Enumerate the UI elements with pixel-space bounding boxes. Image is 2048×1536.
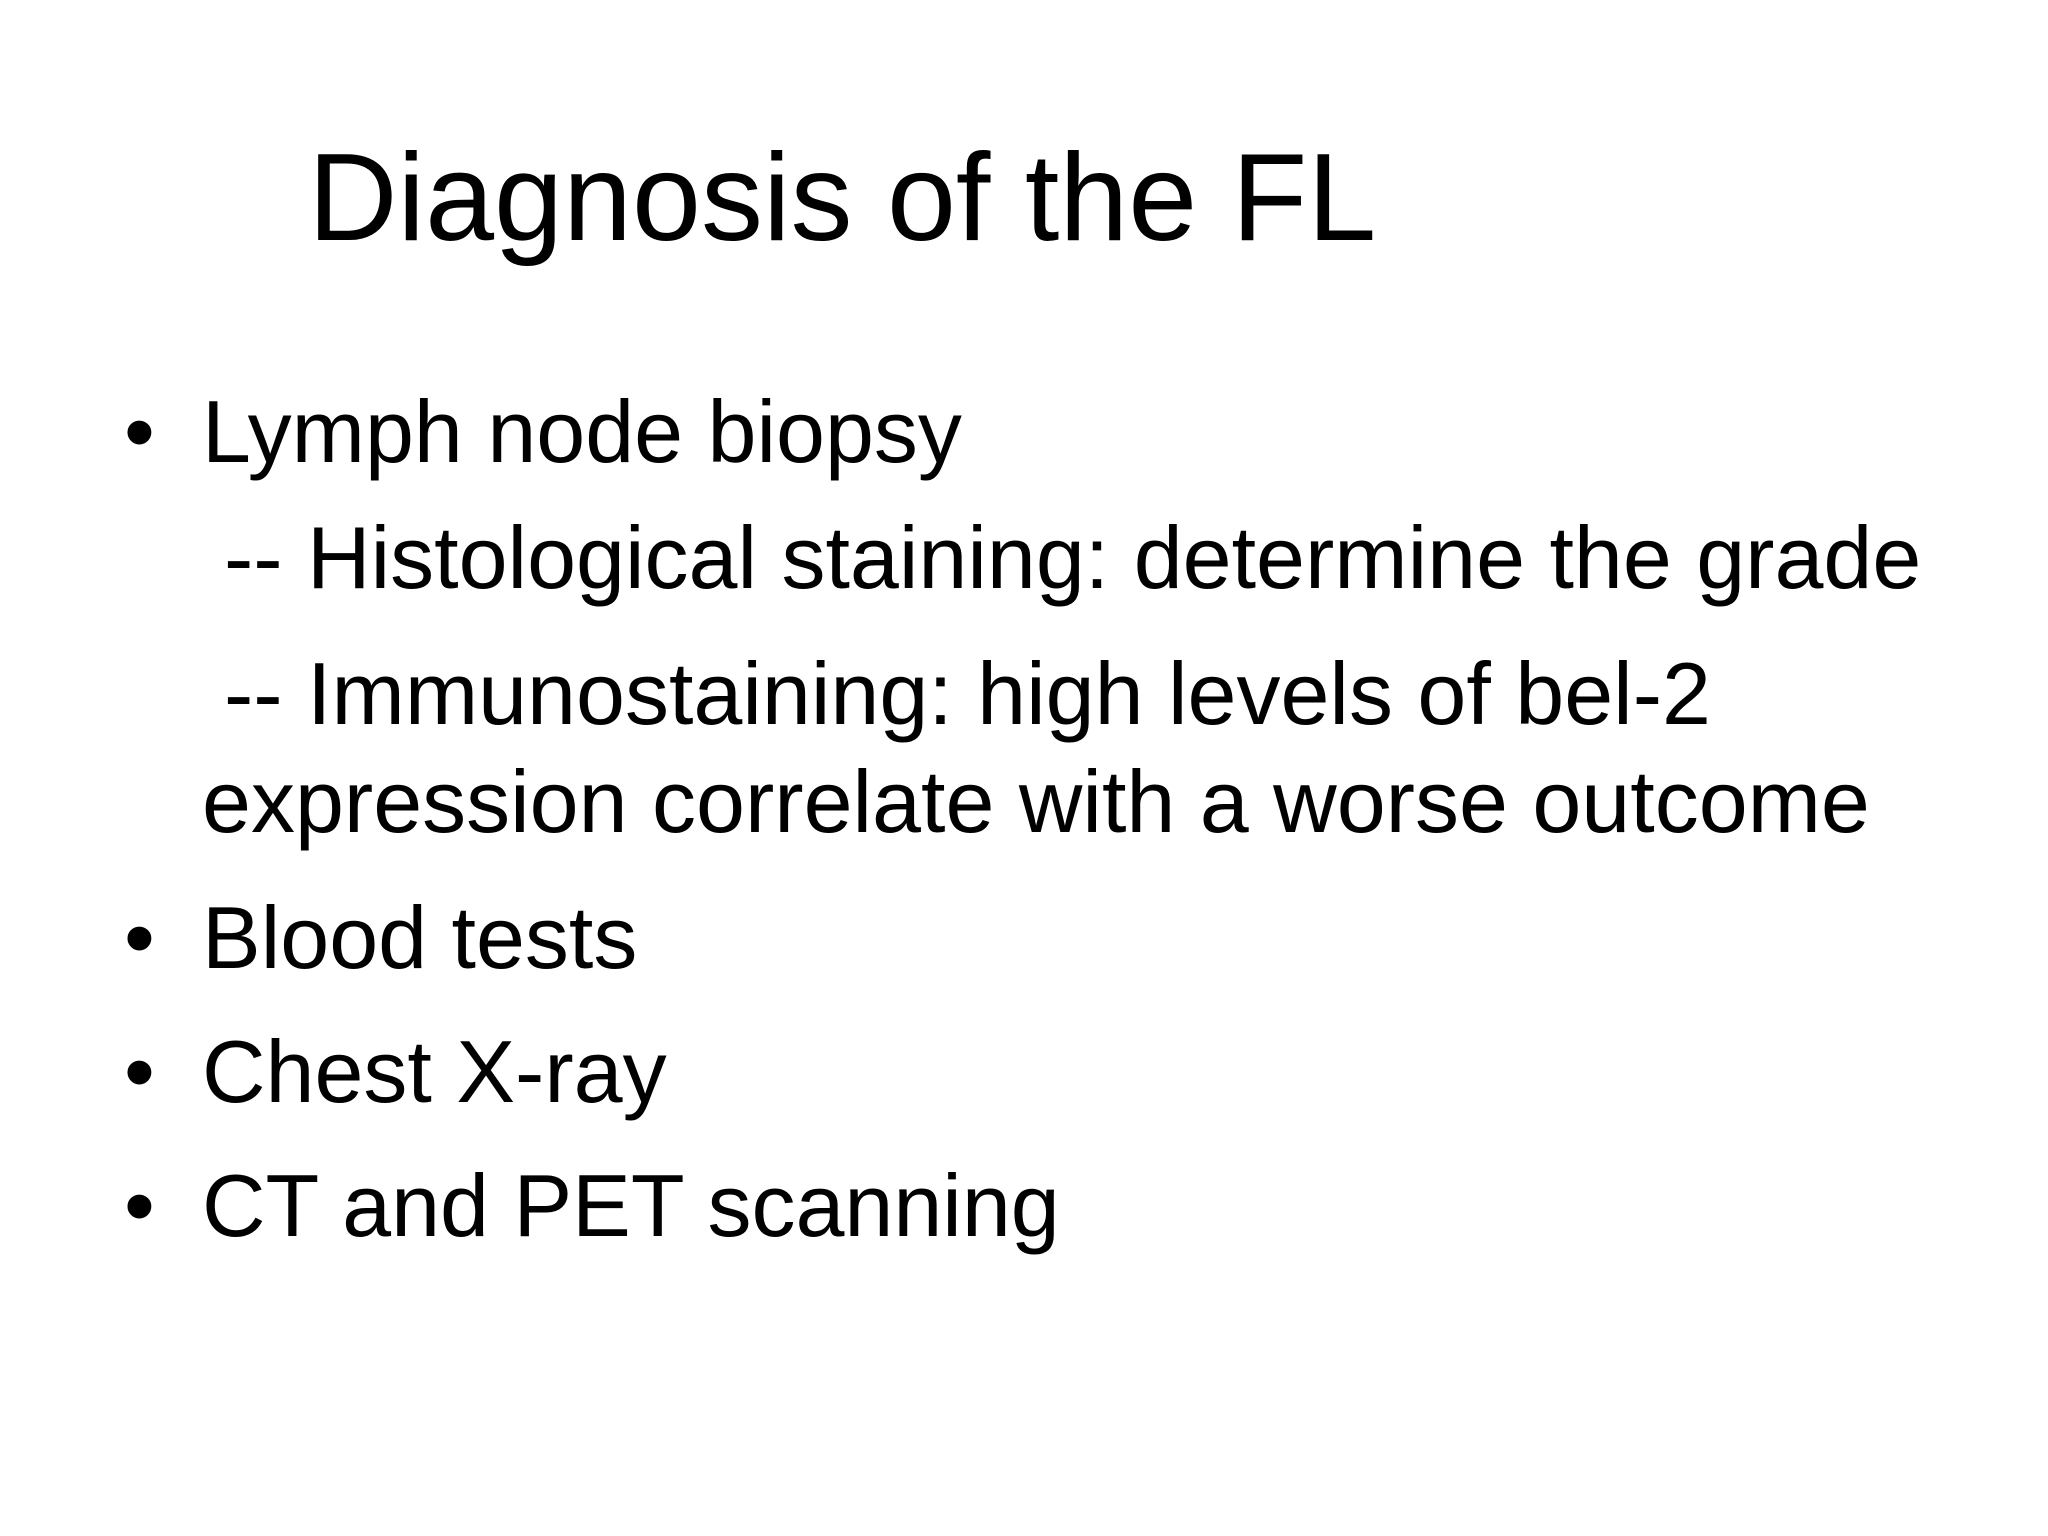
bullet-item-ct-and-pet-scanning: CT and PET scanning — [202, 1156, 1060, 1255]
sub-item-immunostaining-continued: expression correlate with a worse outcome — [202, 752, 1870, 851]
bullet-icon: • — [124, 1156, 155, 1255]
bullet-item-lymph-node-biopsy: Lymph node biopsy — [202, 382, 962, 481]
sub-item-immunostaining: -- Immunostaining: high levels of bel-2 — [224, 644, 1711, 743]
slide-title: Diagnosis of the FL — [308, 129, 1377, 267]
bullet-icon: • — [124, 1022, 155, 1121]
bullet-icon: • — [124, 382, 155, 481]
sub-item-histological-staining: -- Histological staining: determine the grade — [224, 508, 1922, 607]
bullet-icon: • — [124, 888, 155, 987]
bullet-item-blood-tests: Blood tests — [202, 888, 638, 987]
bullet-item-chest-x-ray: Chest X-ray — [202, 1022, 667, 1121]
